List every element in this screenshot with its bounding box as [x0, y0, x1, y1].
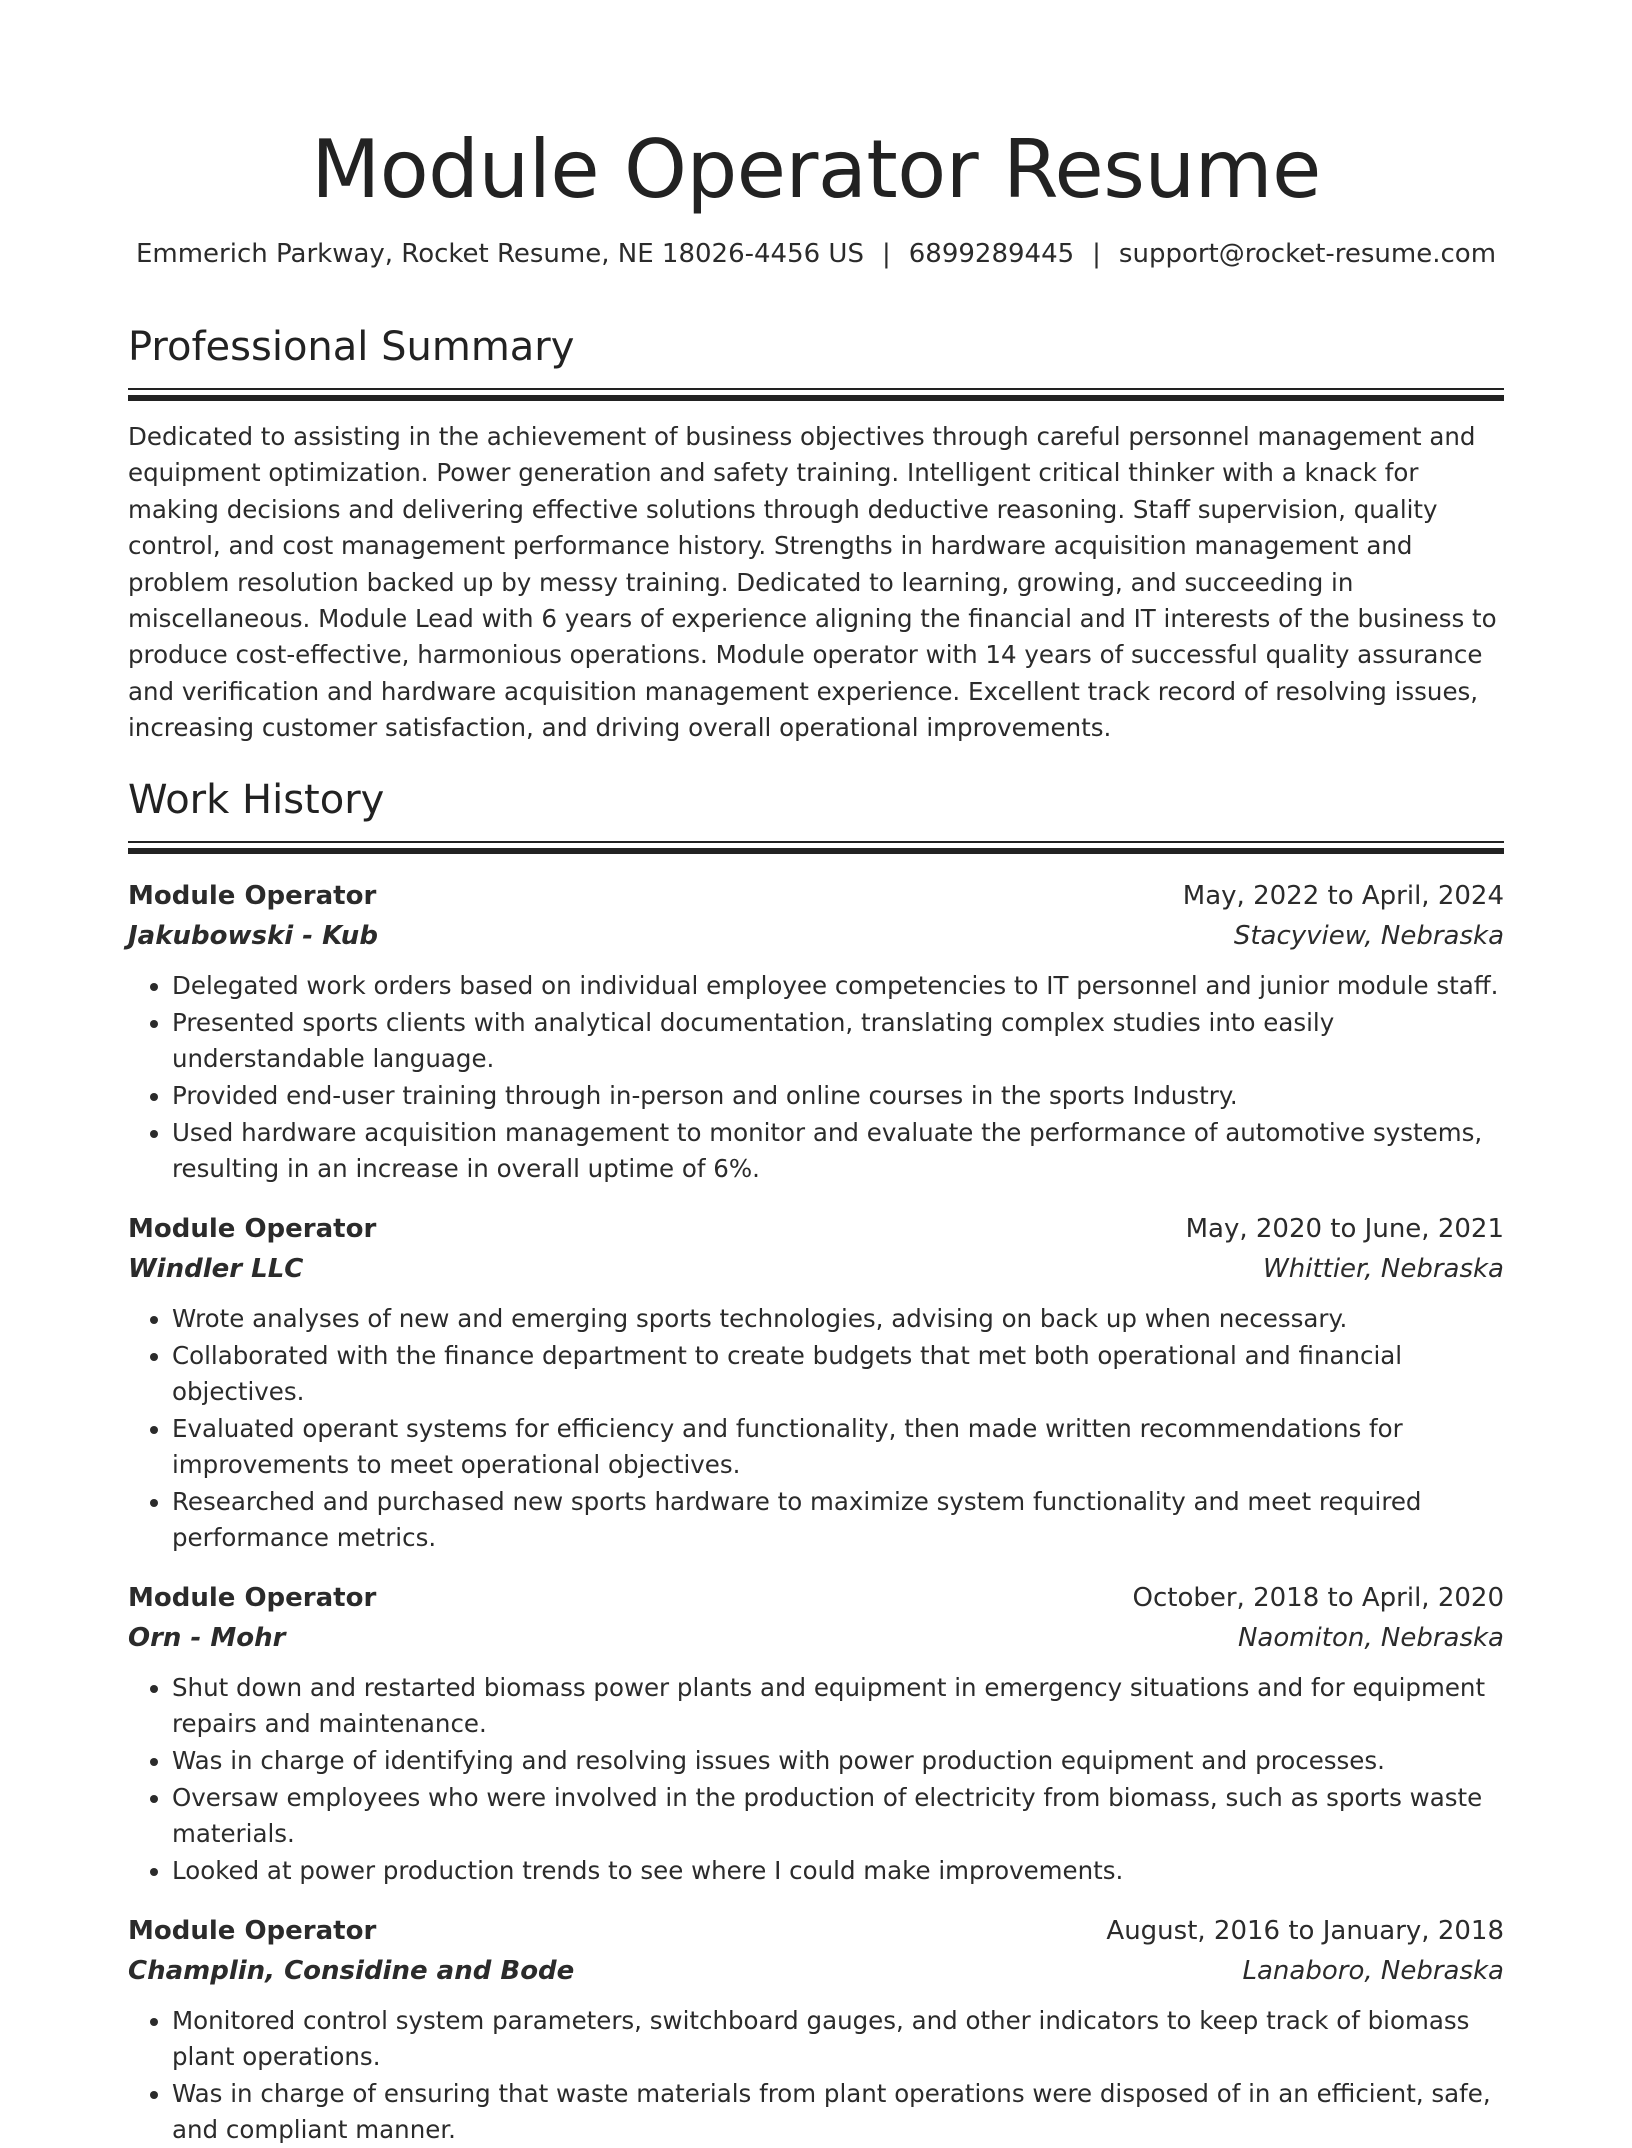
job-bullet: • Collaborated with the finance department to create budgets that met both operational and financial objectives.	[172, 1338, 1504, 1410]
job-bullet: • Delegated work orders based on individual employee competencies to IT personnel and junior module staff.	[172, 968, 1504, 1004]
contact-phone[interactable]: 6899289445	[908, 239, 1075, 269]
job-bullet: • Oversaw employees who were involved in the production of electricity from biomass, such as sports waste materials.	[172, 1780, 1504, 1852]
section-heading-summary: Professional Summary	[128, 324, 575, 370]
summary-text: Dedicated to assisting in the achievement of business objectives through careful personnel management and equipment optimization. Power generation and safety training. Intelligent critical thinker with a knack for making decisions and delivering effective solutions through deductive reasoning. Staff supervision, quality control, and cost management performance history. Strengths in hardware acquisition management and problem resolution backed up by messy training. Dedicated to learning, growing, and succeeding in miscellaneous. Module Lead with 6 years of experience aligning the financial and IT interests of the business to produce cost-effective, harmonious operations. Module operator with 14 years of successful quality assurance and verification and hardware acquisition management experience. Excellent track record of resolving issues, increasing customer satisfaction, and driving overall operational improvements.	[128, 422, 1497, 743]
contact-address: Emmerich Parkway, Rocket Resume, NE 18026-4456 US	[135, 239, 864, 269]
work-history-section	[128, 773, 1504, 2148]
resume-title: Module Operator Resume	[311, 123, 1321, 216]
job-company-row	[128, 1951, 1504, 1991]
section-divider-thick	[128, 395, 1504, 401]
job-bullet: • Was in charge of identifying and resolving issues with power production equipment and processes.	[172, 1743, 1504, 1779]
job-bullet: • Shut down and restarted biomass power plants and equipment in emergency situations and for equipment repairs and maintenance.	[172, 1670, 1504, 1742]
contact-line	[128, 236, 1504, 272]
job-location: Lanaboro, Nebraska	[1242, 1955, 1504, 1986]
job-title: Module Operator	[128, 1582, 377, 1613]
job-dates: May, 2022 to April, 2024	[1182, 880, 1504, 911]
job-bullet: • Used hardware acquisition management to monitor and evaluate the performance of automotive systems, resulting in an increase in overall uptime of 6%.	[172, 1115, 1504, 1187]
contact-separator: |	[881, 239, 891, 269]
job-location: Stacyview, Nebraska	[1233, 920, 1504, 951]
job-company: Champlin, Considine and Bode	[128, 1955, 575, 1986]
contact-separator: |	[1092, 239, 1101, 269]
job-title: Module Operator	[128, 880, 377, 911]
job-company: Windler LLC	[128, 1253, 304, 1284]
job-bullet: • Wrote analyses of new and emerging sports technologies, advising on back up when necessary.	[172, 1301, 1504, 1337]
job-bullet-list	[128, 968, 1504, 1187]
section-divider-thin	[128, 841, 1504, 843]
job-bullet-list	[128, 2003, 1504, 2148]
job-bullet: • Was in charge of ensuring that waste materials from plant operations were disposed of in an efficient, safe, and compliant manner.	[172, 2076, 1504, 2148]
job-title: Module Operator	[128, 1915, 377, 1946]
job-location: Naomiton, Nebraska	[1237, 1622, 1504, 1653]
job-company-row	[128, 1618, 1504, 1658]
section-heading-work-history: Work History	[128, 776, 385, 823]
job-bullet-list	[128, 1301, 1504, 1556]
job-company-row	[128, 916, 1504, 956]
job-header-row	[128, 1209, 1504, 1249]
job-company: Jakubowski - Kub	[128, 920, 378, 951]
contact-email[interactable]: support@rocket-resume.com	[1118, 239, 1497, 269]
job-entry	[128, 1911, 1504, 2148]
job-entry	[128, 1209, 1504, 1556]
job-dates: August, 2016 to January, 2018	[1106, 1915, 1504, 1946]
job-header-row	[128, 1911, 1504, 1951]
section-divider-thin	[128, 388, 1504, 390]
job-bullet-list	[128, 1670, 1504, 1889]
job-title: Module Operator	[128, 1213, 377, 1244]
job-header-row	[128, 876, 1504, 916]
job-company: Orn - Mohr	[128, 1622, 286, 1653]
professional-summary-section	[128, 320, 1504, 747]
job-dates: October, 2018 to April, 2020	[1132, 1582, 1504, 1613]
job-dates: May, 2020 to June, 2021	[1185, 1213, 1504, 1244]
job-bullet: • Researched and purchased new sports hardware to maximize system functionality and meet required performance metrics.	[172, 1484, 1504, 1556]
job-company-row	[128, 1249, 1504, 1289]
job-entry	[128, 876, 1504, 1187]
job-bullet: • Evaluated operant systems for efficiency and functionality, then made written recommendations for improvements to meet operational objectives.	[172, 1411, 1504, 1483]
job-bullet: • Presented sports clients with analytical documentation, translating complex studies into easily understandable language.	[172, 1005, 1504, 1077]
job-bullet: • Provided end-user training through in-person and online courses in the sports Industry.	[172, 1078, 1504, 1114]
resume-page	[128, 0, 1504, 2148]
job-entry	[128, 1578, 1504, 1889]
job-location: Whittier, Nebraska	[1263, 1253, 1504, 1284]
job-bullet: • Looked at power production trends to see where I could make improvements.	[172, 1853, 1504, 1889]
job-header-row	[128, 1578, 1504, 1618]
section-divider-thick	[128, 848, 1504, 854]
job-bullet: • Monitored control system parameters, switchboard gauges, and other indicators to keep track of biomass plant operations.	[172, 2003, 1504, 2075]
